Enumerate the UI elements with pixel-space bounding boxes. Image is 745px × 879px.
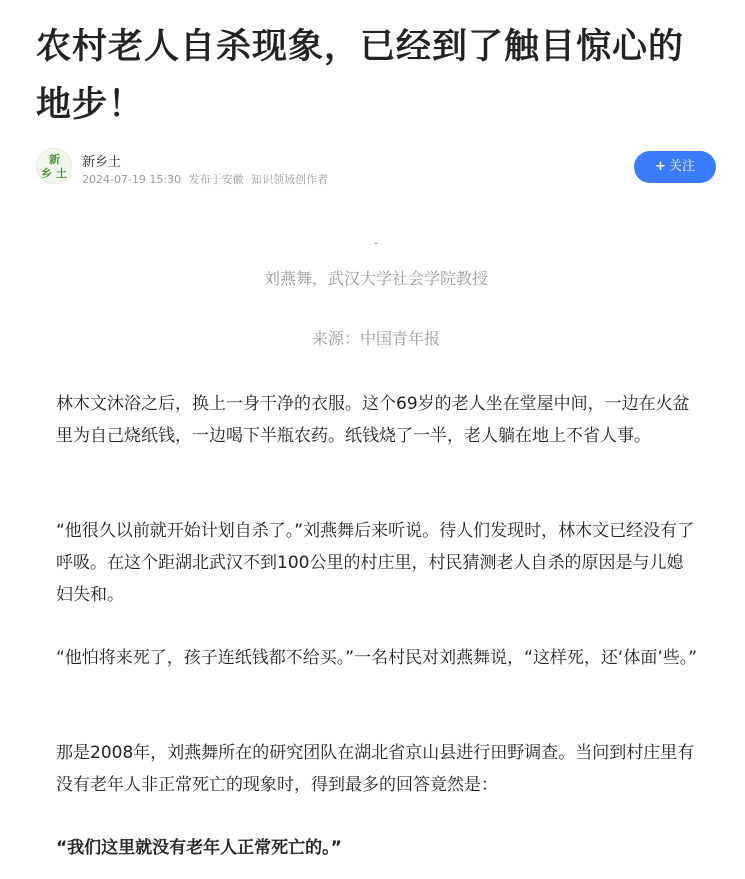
avatar-char: 乡 <box>41 167 52 180</box>
article-meta <box>82 171 332 187</box>
follow-label: 关注 <box>668 159 695 174</box>
paragraph: “他很久以前就开始计划自杀了。”刘燕舞后来听说。待人们发现时，林木文已经没有了呼吸。在这个距湖北武汉不到100公里的村庄里，村民猜测老人自杀的原因是与儿媳妇失和。 <box>56 521 695 605</box>
publish-location: 发布于安徽 <box>188 173 244 186</box>
separator-dash: - <box>373 236 379 250</box>
author-role: 知识领域创作者 <box>251 173 329 186</box>
article-title: 农村老人自杀现象，已经到了触目惊心的地步！ <box>36 27 685 125</box>
avatar[interactable] <box>36 148 72 184</box>
paragraph: 林木文沐浴之后，换上一身干净的衣服。这个69岁的老人坐在堂屋中间，一边在火盆里为自己烧纸钱，一边喝下半瓶农药。纸钱烧了一半，老人躺在地上不省人事。 <box>56 394 690 446</box>
paragraph: “他怕将来死了，孩子连纸钱都不给买。”一名村民对刘燕舞说，“这样死，还‘体面’些。” <box>56 648 698 668</box>
author-bar <box>36 148 716 188</box>
article-source: 来源：中国青年报 <box>311 329 440 348</box>
byline: 刘燕舞，武汉大学社会学院教授 <box>263 269 488 288</box>
paragraph: 那是2008年，刘燕舞所在的研究团队在湖北省京山县进行田野调查。当问到村庄里有没有老年人非正常死亡的现象时，得到最多的回答竟然是： <box>56 743 695 795</box>
avatar-char: 新 <box>49 153 60 166</box>
follow-button[interactable] <box>634 151 716 183</box>
avatar-char: 土 <box>56 167 67 180</box>
paragraph-bold-quote: “我们这里就没有老年人正常死亡的。” <box>56 838 342 858</box>
plus-icon: + <box>655 159 666 174</box>
author-name[interactable]: 新乡土 <box>82 155 122 170</box>
publish-timestamp: 2024-07-19 15:30 <box>82 173 182 186</box>
